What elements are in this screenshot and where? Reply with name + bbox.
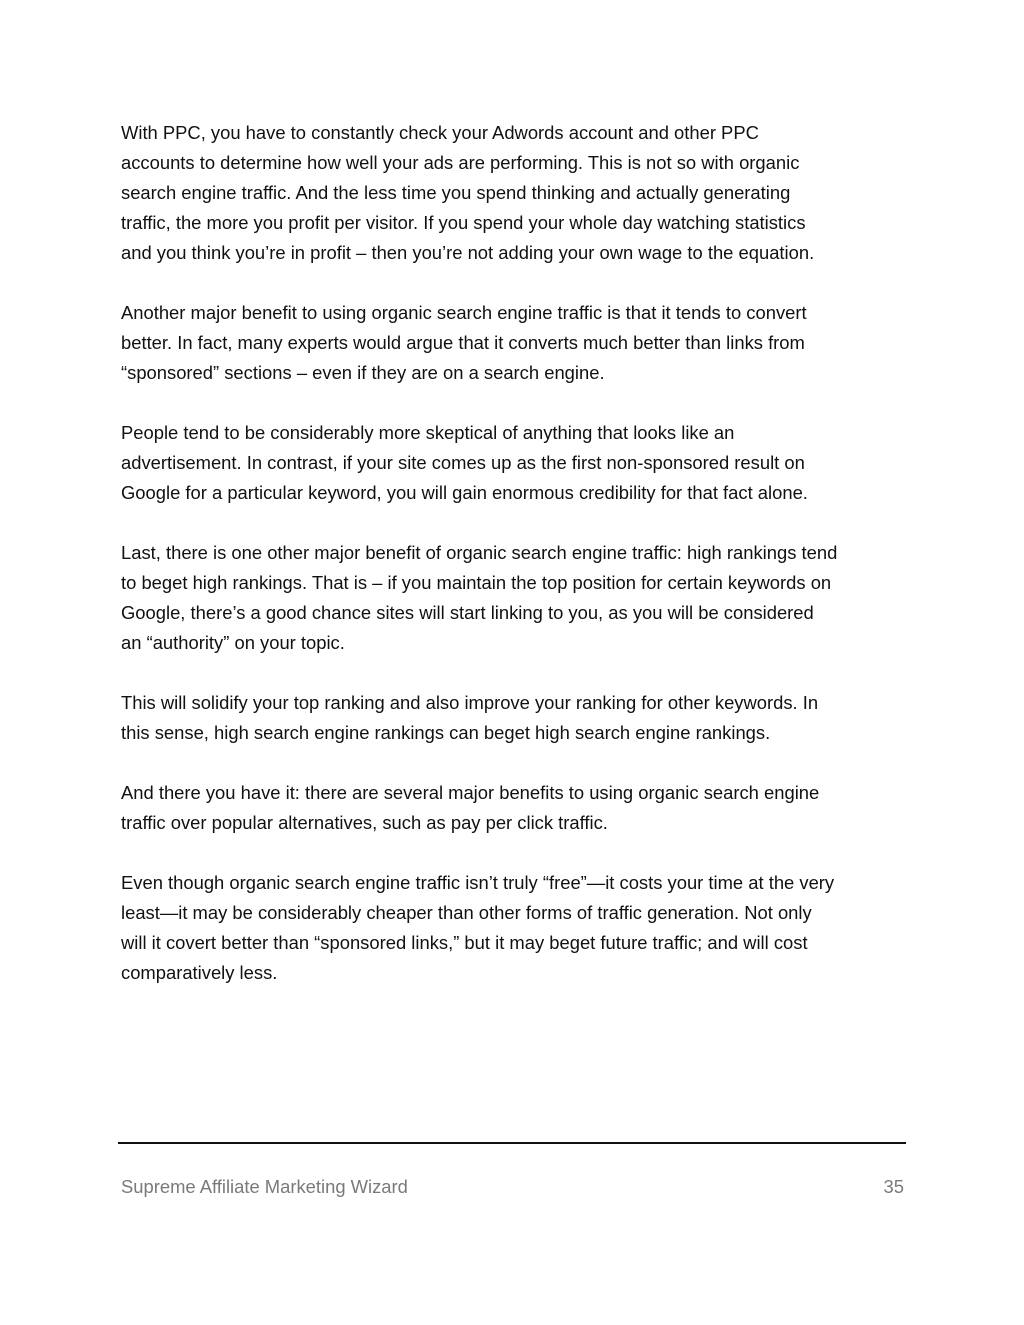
- paragraph-2: [121, 298, 911, 388]
- paragraph-4: [121, 538, 911, 658]
- footer-book-title: Supreme Affiliate Marketing Wizard: [121, 1176, 408, 1197]
- paragraph-3: [121, 418, 911, 508]
- paragraph-5: [121, 688, 911, 748]
- text-line: Even though organic search engine traffic isn’t truly “free”—it costs your time at the very: [121, 872, 835, 893]
- text-line: Another major benefit to using organic search engine traffic is that it tends to convert: [121, 302, 807, 323]
- text-line: This will solidify your top ranking and also improve your ranking for other keywords. In: [121, 692, 819, 713]
- footer-page-number: 35: [883, 1176, 904, 1197]
- text-line: an “authority” on your topic.: [121, 632, 345, 653]
- text-line: least—it may be considerably cheaper than other forms of traffic generation. Not only: [121, 902, 812, 923]
- text-line: And there you have it: there are several major benefits to using organic search engine: [121, 782, 820, 803]
- text-line: People tend to be considerably more skeptical of anything that looks like an: [121, 422, 735, 443]
- body-text: [121, 118, 911, 1018]
- text-line: With PPC, you have to constantly check your Adwords account and other PPC: [121, 122, 759, 143]
- text-line: “sponsored” sections – even if they are on a search engine.: [121, 362, 605, 383]
- text-line: Last, there is one other major benefit of organic search engine traffic: high rankings tend: [121, 542, 838, 563]
- text-line: Google for a particular keyword, you will gain enormous credibility for that fact alone.: [121, 482, 808, 503]
- text-line: to beget high rankings. That is – if you maintain the top position for certain keywords on: [121, 572, 832, 593]
- text-line: Google, there’s a good chance sites will start linking to you, as you will be considered: [121, 602, 814, 623]
- text-line: search engine traffic. And the less time you spend thinking and actually generating: [121, 182, 791, 203]
- footer-divider: [118, 1142, 906, 1144]
- text-line: will it covert better than “sponsored links,” but it may beget future traffic; and will cost: [121, 932, 808, 953]
- text-line: traffic, the more you profit per visitor. If you spend your whole day watching statistics: [121, 212, 806, 233]
- text-line: better. In fact, many experts would argue that it converts much better than links from: [121, 332, 805, 353]
- paragraph-6: [121, 778, 911, 838]
- text-line: advertisement. In contrast, if your site comes up as the first non-sponsored result on: [121, 452, 805, 473]
- text-line: traffic over popular alternatives, such as pay per click traffic.: [121, 812, 608, 833]
- text-line: and you think you’re in profit – then you’re not adding your own wage to the equation.: [121, 242, 815, 263]
- paragraph-1: [121, 118, 911, 268]
- text-line: comparatively less.: [121, 962, 278, 983]
- text-line: accounts to determine how well your ads are performing. This is not so with organic: [121, 152, 800, 173]
- text-line: this sense, high search engine rankings can beget high search engine rankings.: [121, 722, 771, 743]
- paragraph-7: [121, 868, 911, 988]
